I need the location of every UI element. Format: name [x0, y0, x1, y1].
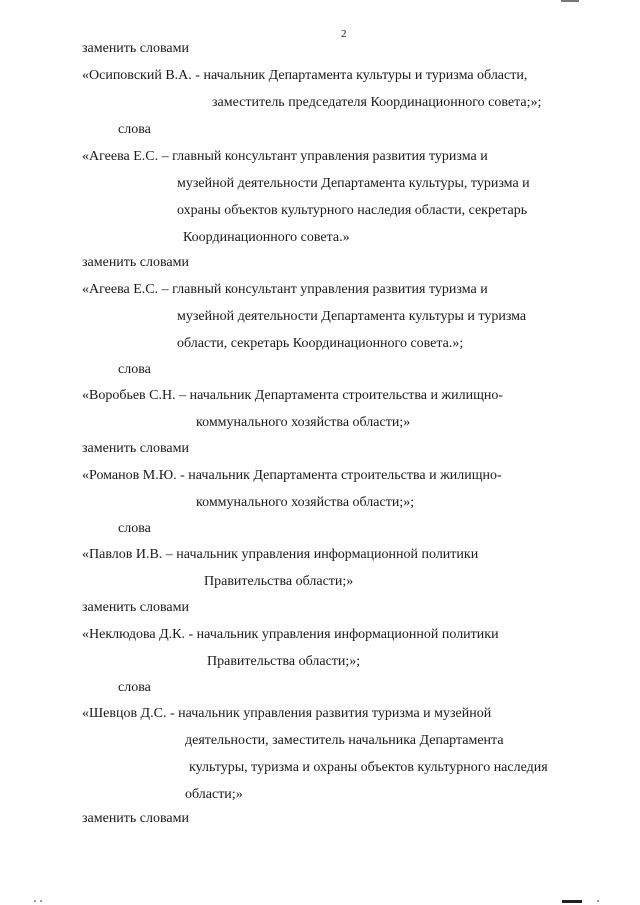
text-line: коммунального хозяйства области;»;	[196, 495, 415, 510]
scan-speck	[34, 900, 36, 902]
text-line: «Осиповский В.А. - начальник Департамента культуры и туризма области,	[82, 68, 528, 83]
words-label: слова	[118, 521, 151, 536]
text-line: области;»	[185, 787, 243, 802]
text-line: музейной деятельности Департамента культуры, туризма и	[177, 176, 530, 191]
text-line: Правительства области;»;	[207, 654, 361, 669]
replace-with-label: заменить словами	[82, 255, 189, 270]
page-number: 2	[341, 28, 347, 40]
text-line: «Агеева Е.С. – главный консультант управления развития туризма и	[82, 149, 488, 164]
text-line: Правительства области;»	[204, 574, 354, 589]
scan-speck	[40, 900, 42, 902]
scan-speck	[597, 900, 599, 902]
text-line: «Шевцов Д.С. - начальник управления развития туризма и музейной	[82, 706, 492, 721]
replace-with-label: заменить словами	[82, 41, 189, 56]
text-line: культуры, туризма и охраны объектов культурного наследия	[189, 760, 548, 775]
text-line: «Агеева Е.С. – главный консультант управления развития туризма и	[82, 282, 488, 297]
text-line: «Воробьев С.Н. – начальник Департамента строительства и жилищно-	[82, 388, 504, 403]
replace-with-label: заменить словами	[82, 441, 189, 456]
text-line: музейной деятельности Департамента культуры и туризма	[177, 309, 527, 324]
text-line: Координационного совета.»	[183, 230, 350, 245]
text-line: охраны объектов культурного наследия области, секретарь	[177, 203, 528, 218]
text-line: заместитель председателя Координационного совета;»;	[212, 95, 542, 110]
words-label: слова	[118, 122, 151, 137]
scan-artifact-bottom-right	[562, 900, 582, 903]
text-line: деятельности, заместитель начальника Департамента	[185, 733, 504, 748]
text-line: «Неклюдова Д.К. - начальник управления информационной политики	[82, 627, 499, 642]
replace-with-label: заменить словами	[82, 600, 189, 615]
text-line: области, секретарь Координационного совета.»;	[177, 336, 464, 351]
text-line: коммунального хозяйства области;»	[196, 415, 411, 430]
words-label: слова	[118, 362, 151, 377]
text-line: «Романов М.Ю. - начальник Департамента строительства и жилищно-	[82, 468, 502, 483]
words-label: слова	[118, 680, 151, 695]
text-line: «Павлов И.В. – начальник управления информационной политики	[82, 547, 479, 562]
scan-artifact-top	[561, 0, 579, 2]
replace-with-label: заменить словами	[82, 811, 189, 826]
